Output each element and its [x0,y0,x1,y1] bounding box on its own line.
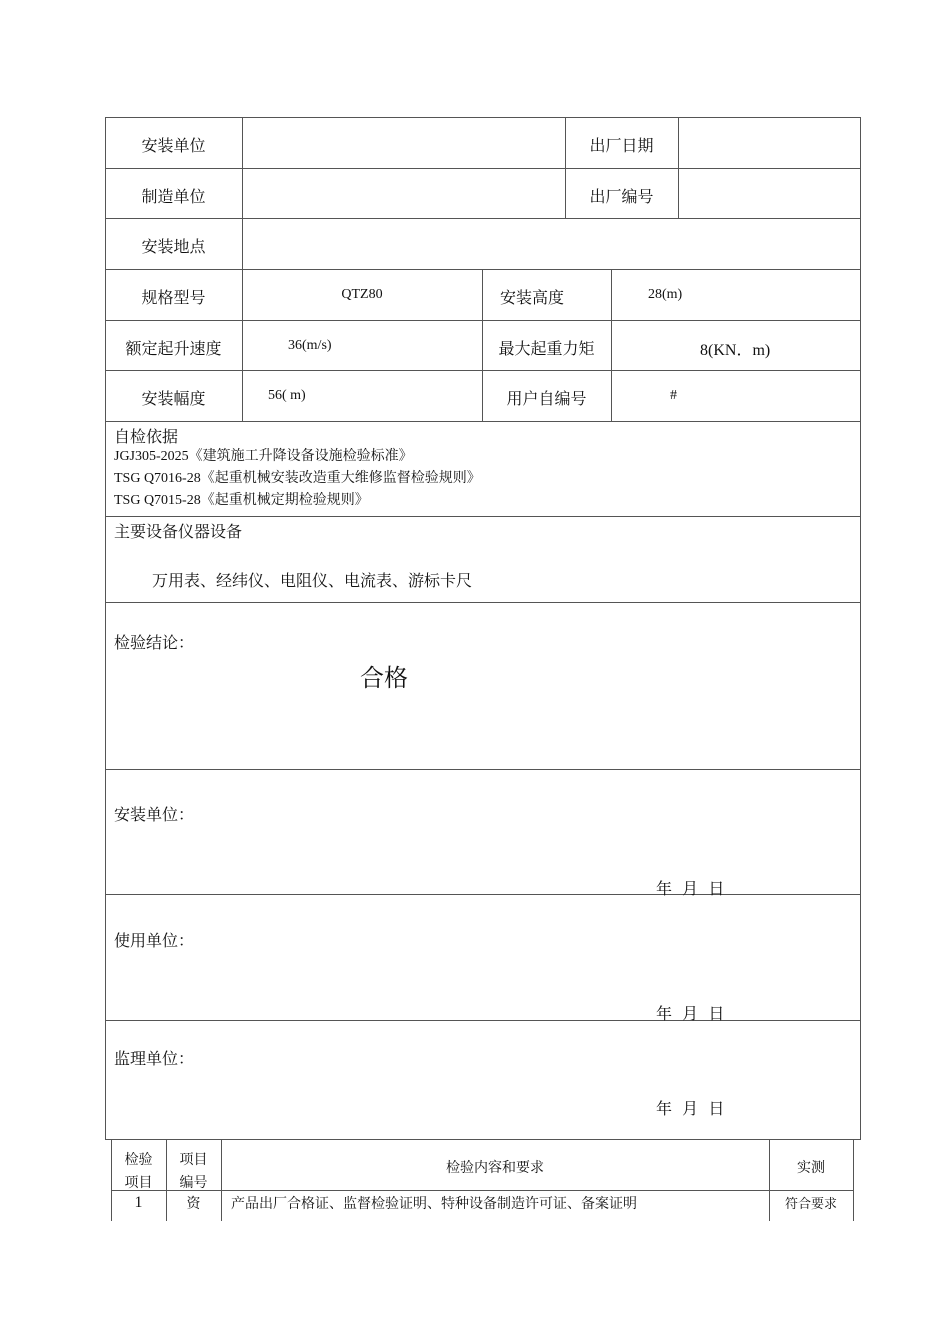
row-divider [105,421,861,422]
manufacturer-label: 制造单位 [141,187,206,206]
row1-item: 资 [186,1196,201,1212]
basis-line: JGJ305-2025《建筑施工升降设备设施检验标准》 [114,449,413,464]
header-measured: 实测 [797,1160,825,1176]
header-item-number: 项目 [179,1152,208,1168]
col-divider [678,117,679,218]
model-value: QTZ80 [341,287,383,302]
row-divider [105,894,861,895]
row-divider [105,320,861,321]
header-inspection-item-2: 项目 [124,1175,153,1191]
user-number-value: # [670,388,677,403]
row-divider [105,168,861,169]
instruments-list: 万用表、经纬仪、电阻仪、电流表、游标卡尺 [152,571,473,590]
conclusion-value: 合格 [360,664,408,692]
row-divider [105,269,861,270]
header-content-requirements: 检验内容和要求 [446,1160,544,1176]
header-inspection-item: 检验 [124,1152,153,1168]
amplitude-label: 安装幅度 [141,389,206,408]
row-divider [105,1020,861,1021]
bottom-table-col-divider [221,1139,222,1221]
bottom-table-border [853,1139,854,1221]
basis-line: TSG Q7016-28《起重机械安装改造重大维修监督检验规则》 [114,471,481,486]
row-divider [105,602,861,603]
row-divider [105,370,861,371]
header-item-number-2: 编号 [179,1175,208,1191]
rated-speed-value: 36(m/s) [288,338,332,353]
row1-content: 产品出厂合格证、监督检验证明、特种设备制造许可证、备案证明 [231,1196,637,1212]
row-divider [105,769,861,770]
max-torque-value: 8(KN．m) [700,342,771,359]
user-unit-signoff-label: 使用单位： [114,931,195,950]
rated-speed-label: 额定起升速度 [125,339,222,358]
install-site-label: 安装地点 [141,237,206,256]
bottom-table-top [111,1139,854,1140]
row1-result: 符合要求 [784,1197,837,1212]
basis-title: 自检依据 [114,427,179,446]
max-torque-label: 最大起重力矩 [498,339,595,358]
col-divider [242,117,243,421]
factory-number-label: 出厂编号 [589,187,654,206]
install-height-label: 安装高度 [500,288,565,307]
user-unit-signoff-date: 年 月 日 [656,1004,725,1023]
basis-line: TSG Q7015-28《起重机械定期检验规则》 [114,493,369,508]
conclusion-label: 检验结论： [114,633,195,652]
supervision-unit-signoff-date: 年 月 日 [656,1099,725,1118]
install-unit-label: 安装单位 [141,136,206,155]
model-label: 规格型号 [141,288,206,307]
row1-number: 1 [134,1194,143,1211]
user-number-label: 用户自编号 [506,389,587,408]
install-unit-signoff-label: 安装单位： [114,805,195,824]
install-height-value: 28(m) [648,287,683,302]
row-divider [105,218,861,219]
col-divider [611,269,612,421]
install-unit-signoff-date: 年 月 日 [656,879,725,898]
bottom-table-header-divider [111,1190,854,1191]
factory-date-label: 出厂日期 [589,136,654,155]
instruments-title: 主要设备仪器设备 [114,522,243,541]
row-divider [105,516,861,517]
supervision-unit-signoff-label: 监理单位： [114,1049,195,1068]
amplitude-value: 56( m) [268,388,306,403]
main-info-table [105,117,861,1140]
